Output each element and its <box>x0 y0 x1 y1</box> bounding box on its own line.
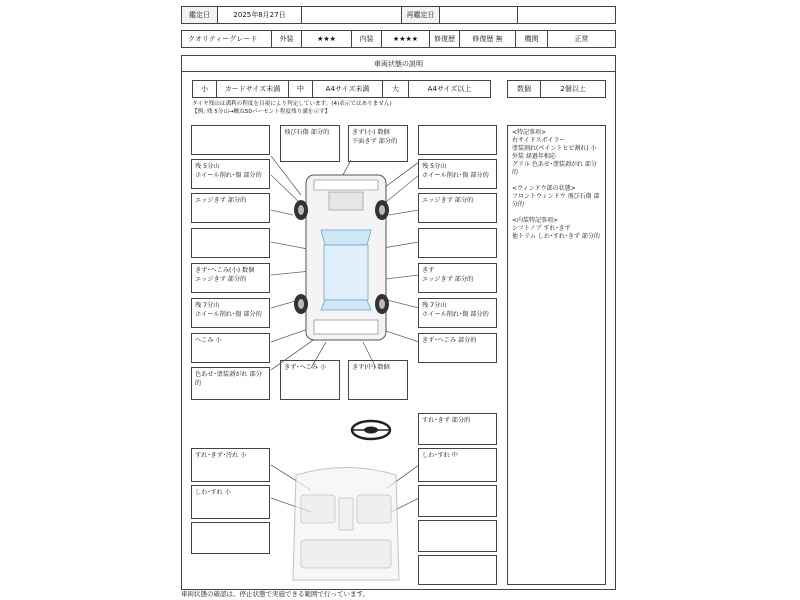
damage-box-right-5: きず エッジきず 部分的 <box>418 263 497 293</box>
damage-box-interior-2 <box>418 485 497 517</box>
damage-box-left-7: へこみ 小 <box>191 333 270 363</box>
damage-box-interior-1: しわ･すれ 中 <box>418 448 497 482</box>
inspection-blank-2 <box>518 7 615 23</box>
damage-box-left-4 <box>191 228 270 258</box>
steering-wheel-icon <box>352 421 390 439</box>
damage-box-left-6: 残 7分山 ホイール削れ･傷 部分的 <box>191 298 270 328</box>
damage-box-left-1 <box>191 125 270 155</box>
engine-label: 機関 <box>516 31 548 47</box>
legend-medium: 中 <box>289 81 313 97</box>
inspection-date: 2025年8月27日 <box>218 7 302 23</box>
damage-box-bottom-2: きず(中) 数個 <box>348 360 408 400</box>
damage-box-right-3: エッジきず 部分的 <box>418 193 497 223</box>
legend-count-desc: 2個以上 <box>560 85 586 93</box>
engine-status: 正常 <box>574 35 589 43</box>
header-row-grades <box>181 30 616 48</box>
car-top-view <box>294 175 389 340</box>
car-interior-view <box>293 468 399 581</box>
tire-note: タイヤ残山は溝利の程度を目視により判定しています。(4)表示ではありません) 【例: 残 5分山→概ね50パーセント程度残り溝を示す】 <box>192 101 392 115</box>
damage-box-left-3: エッジきず 部分的 <box>191 193 270 223</box>
inspection-blank-1 <box>302 7 402 23</box>
special-notes: <特記事項> 右サイドスポイラー 塗装割れ(ペイントヒビ割れ) 小 外装 経過年相応 グリル 色あせ･塗装剥がれ 部分的 <ウィンドウ部の状態> フロントウィンドウ 飛び石傷 部分的 <内装特記事項> シフトノブ すれ･きず 他トリム しわ･すれ･きず 部分的 <box>507 125 606 585</box>
damage-box-steering: すれ･きず 部分的 <box>418 413 497 445</box>
legend-large: 大 <box>383 81 409 97</box>
repair-history: 修復歴 無 <box>460 31 516 47</box>
header-row-dates <box>181 6 616 24</box>
section-title: 車両状態の説明 <box>182 56 615 72</box>
damage-box-top-3 <box>418 125 497 155</box>
footer-note: 車両状態の確認は、停止状態で実施できる範囲で行っています。 <box>181 590 369 598</box>
damage-box-left-9: すれ･きず･汚れ 小 <box>191 448 270 482</box>
reinspection-date <box>440 7 518 23</box>
size-legend <box>192 80 491 98</box>
legend-medium-desc: A4サイズ未満 <box>313 81 383 97</box>
damage-box-left-5: きず･へこみ(小) 数個 エッジきず 部分的 <box>191 263 270 293</box>
damage-box-left-2: 残 5分山 ホイール削れ･傷 部分的 <box>191 159 270 189</box>
quality-grade-label: クオリティーグレード <box>182 31 272 47</box>
damage-box-right-7: きず･へこみ 部分的 <box>418 333 497 363</box>
interior-grade: ★★★★ <box>382 31 430 47</box>
damage-box-right-4 <box>418 228 497 258</box>
damage-box-left-11 <box>191 522 270 554</box>
damage-box-top-2: きず(小) 数個 下面きず 部分的 <box>348 125 408 162</box>
legend-large-desc: A4サイズ以上 <box>427 85 472 93</box>
damage-box-left-10: しわ･すれ 小 <box>191 485 270 519</box>
damage-box-right-2: 残 5分山 ホイール削れ･傷 部分的 <box>418 159 497 189</box>
exterior-grade: ★★★ <box>302 31 352 47</box>
damage-box-interior-3 <box>418 520 497 552</box>
damage-box-top-1: 飛び石傷 部分的 <box>280 125 340 162</box>
damage-box-bottom-1: きず･へこみ 小 <box>280 360 340 400</box>
damage-box-left-8: 色あせ･塗装剥がれ 部分的 <box>191 367 270 400</box>
damage-box-interior-4 <box>418 555 497 585</box>
interior-label: 内装 <box>352 31 382 47</box>
damage-box-right-6: 残 7分山 ホイール削れ･傷 部分的 <box>418 298 497 328</box>
count-legend <box>507 80 606 98</box>
reinspection-date-label: 再鑑定日 <box>402 7 440 23</box>
legend-small: 小 <box>193 81 217 97</box>
legend-count: 数個 <box>508 81 541 97</box>
repair-history-label: 修復歴 <box>430 31 460 47</box>
legend-small-desc: カードサイズ未満 <box>217 81 289 97</box>
inspection-date-label: 鑑定日 <box>182 7 218 23</box>
exterior-label: 外装 <box>272 31 302 47</box>
